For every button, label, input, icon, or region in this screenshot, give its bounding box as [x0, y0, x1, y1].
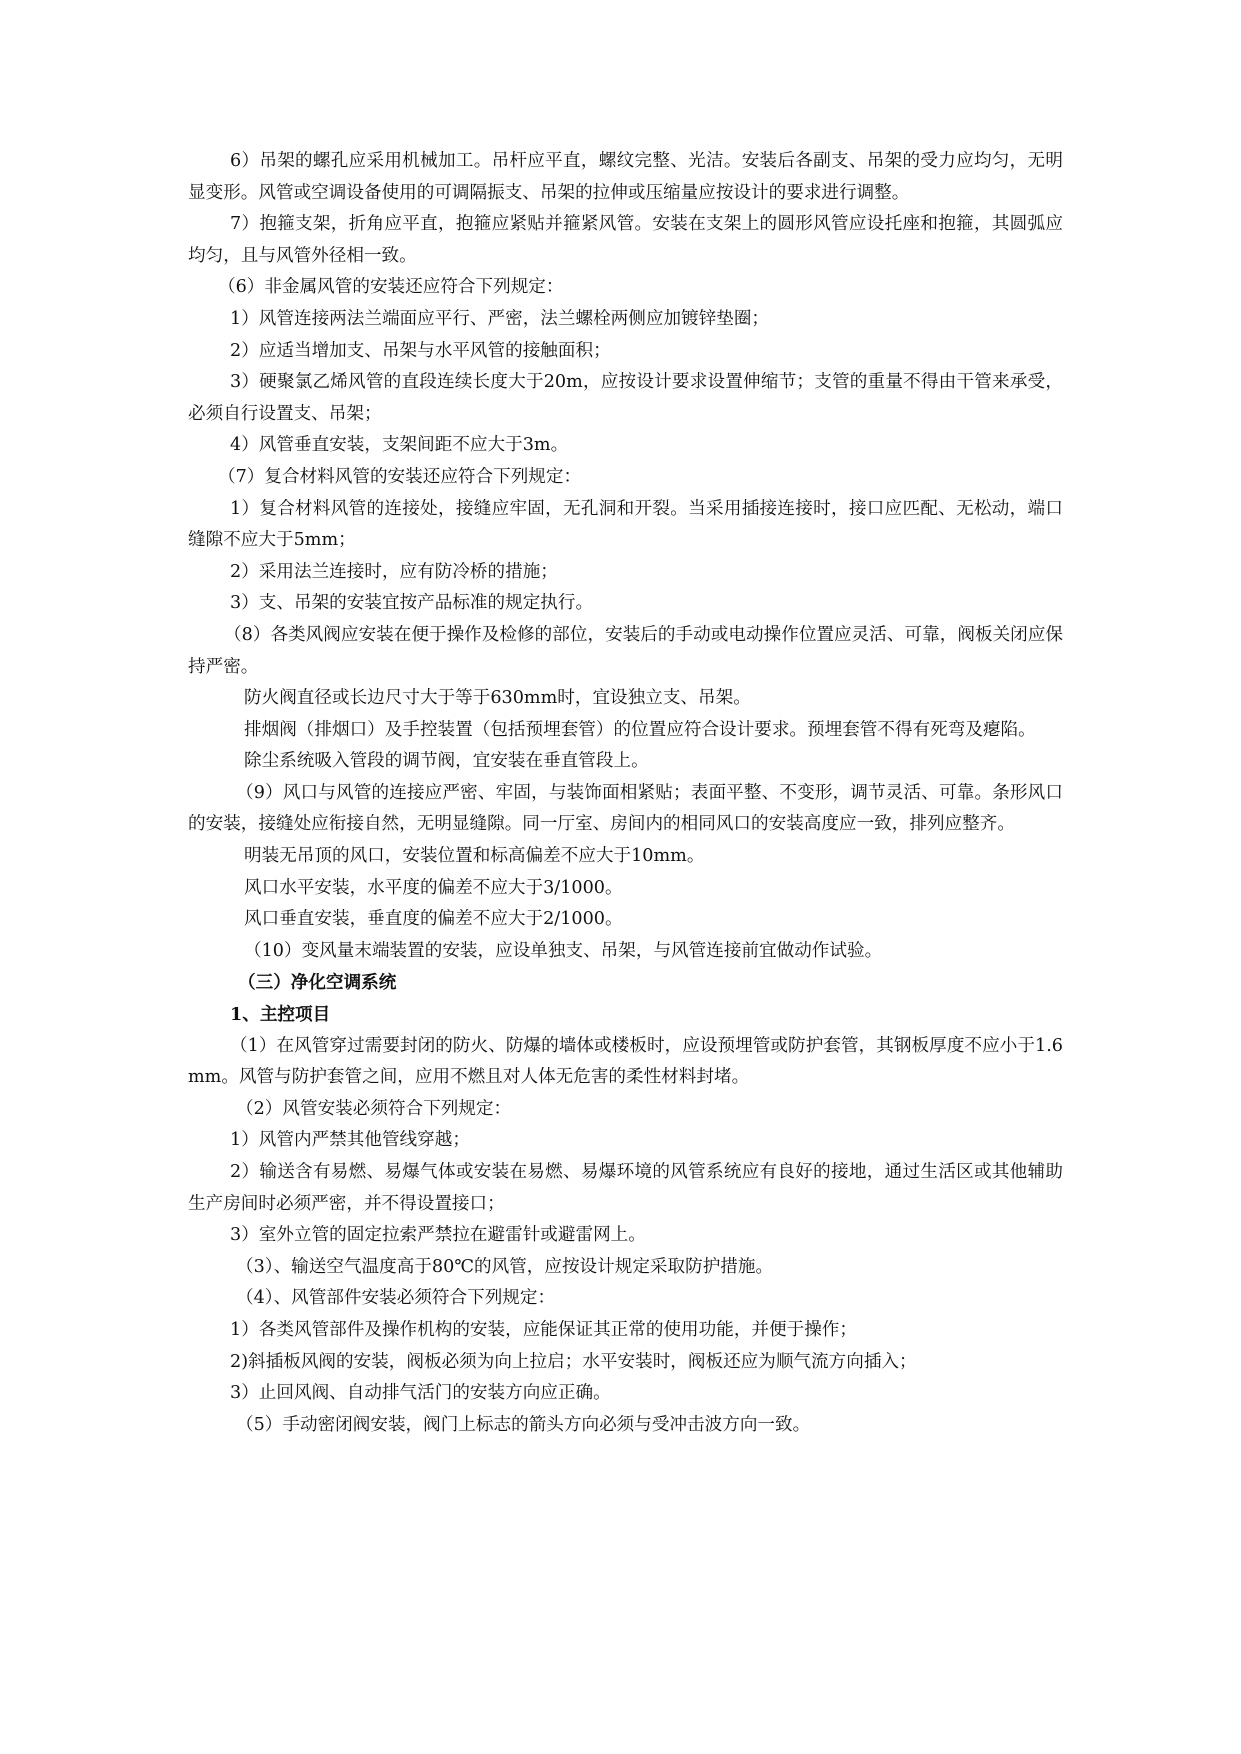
body-paragraph: 排烟阀（排烟口）及手控装置（包括预埋套管）的位置应符合设计要求。预埋套管不得有死弯及瘪陷。: [244, 719, 1036, 740]
body-paragraph: 2）输送含有易燃、易爆气体或安装在易燃、易爆环境的风管系统应有良好的接地，通过生活区或其他辅助生产房间时必须严密，并不得设置接口；: [188, 1162, 1063, 1214]
body-paragraph: 1）复合材料风管的连接处，接缝应牢固，无孔洞和开裂。当采用插接连接时，接口应匹配、无松动，端口缝隙不应大于5mm；: [188, 498, 1063, 551]
body-paragraph: （2）风管安装必须符合下列规定：: [236, 1098, 512, 1119]
section-heading: （三）净化空调系统: [238, 972, 397, 994]
body-paragraph: 3）硬聚氯乙烯风管的直段连续长度大于20m，应按设计要求设置伸缩节；支管的重量不得由干管来承受，必须自行设置支、吊架；: [188, 372, 1063, 424]
body-paragraph: （10）变风量末端装置的安装，应设单独支、吊架，与风管连接前宜做动作试验。: [244, 940, 883, 961]
body-paragraph: 3）支、吊架的安装宜按产品标准的规定执行。: [230, 593, 594, 614]
body-paragraph: 6）吊架的螺孔应采用机械加工。吊杆应平直，螺纹完整、光洁。安装后各副支、吊架的受力应均匀，无明显变形。风管或空调设备使用的可调隔振支、吊架的拉伸或压缩量应按设计的要求进行调整。: [188, 151, 1063, 203]
body-paragraph: （3）、输送空气温度高于80℃的风管，应按设计规定采取防护措施。: [236, 1256, 774, 1277]
body-paragraph: 明装无吊顶的风口，安装位置和标高偏差不应大于10mm。: [244, 846, 705, 867]
body-paragraph: 2）应适当增加支、吊架与水平风管的接触面积；: [230, 340, 611, 361]
body-paragraph: 1）各类风管部件及操作机构的安装，应能保证其正常的使用功能，并便于操作；: [230, 1319, 857, 1340]
body-paragraph: 2）采用法兰连接时，应有防冷桥的措施；: [230, 561, 558, 582]
body-paragraph: 风口水平安装，水平度的偏差不应大于3/1000。: [244, 877, 623, 898]
body-paragraph: （8）各类风阀应安装在便于操作及检修的部位，安装后的手动或电动操作位置应灵活、可靠，阀板关闭应保持严密。: [188, 624, 1063, 677]
body-paragraph: 3）止回风阀、自动排气活门的安装方向应正确。: [230, 1383, 611, 1404]
body-paragraph: （4）、风管部件安装必须符合下列规定：: [236, 1288, 556, 1309]
body-paragraph: （7）复合材料风管的安装还应符合下列规定：: [218, 466, 582, 487]
body-paragraph: 风口垂直安装，垂直度的偏差不应大于2/1000。: [244, 909, 623, 930]
body-paragraph: 1）风管内严禁其他管线穿越；: [230, 1130, 470, 1151]
body-paragraph: （9）风口与风管的连接应严密、牢固，与装饰面相紧贴；表面平整、不变形，调节灵活、可靠。条形风口的安装，接缝处应衔接自然，无明显缝隙。同一厅室、房间内的相同风口的安装高度应一致，排列应整齐。: [188, 782, 1063, 835]
document-page: [188, 146, 1063, 1441]
body-paragraph: 1）风管连接两法兰端面应平行、严密，法兰螺栓两侧应加镀锌垫圈；: [230, 308, 770, 329]
section-heading: 1、主控项目: [230, 1004, 331, 1026]
body-paragraph: 除尘系统吸入管段的调节阀，宜安装在垂直管段上。: [244, 751, 649, 772]
body-paragraph: （6）非金属风管的安装还应符合下列规定：: [218, 277, 564, 298]
body-paragraph: 4）风管垂直安装，支架间距不应大于3m。: [230, 435, 569, 456]
body-paragraph: 3）室外立管的固定拉索严禁拉在避雷针或避雷网上。: [230, 1225, 646, 1246]
body-paragraph: （1）在风管穿过需要封闭的防火、防爆的墙体或楼板时，应设预埋管或防护套管，其钢板厚度不应小于1.6mm。风管与防护套管之间，应用不燃且对人体无危害的柔性材料封堵。: [188, 1035, 1063, 1088]
body-paragraph: （5）手动密闭阀安装，阀门上标志的箭头方向必须与受冲击波方向一致。: [236, 1414, 811, 1435]
body-paragraph: 7）抱箍支架，折角应平直，抱箍应紧贴并箍紧风管。安装在支架上的圆形风管应设托座和抱箍，其圆弧应均匀，且与风管外径相一致。: [188, 214, 1063, 266]
body-paragraph: 2)斜插板风阀的安装，阀板必须为向上拉启；水平安装时，阀板还应为顺气流方向插入；: [230, 1351, 917, 1372]
body-paragraph: 防火阀直径或长边尺寸大于等于630mm时，宜设独立支、吊架。: [244, 688, 751, 709]
